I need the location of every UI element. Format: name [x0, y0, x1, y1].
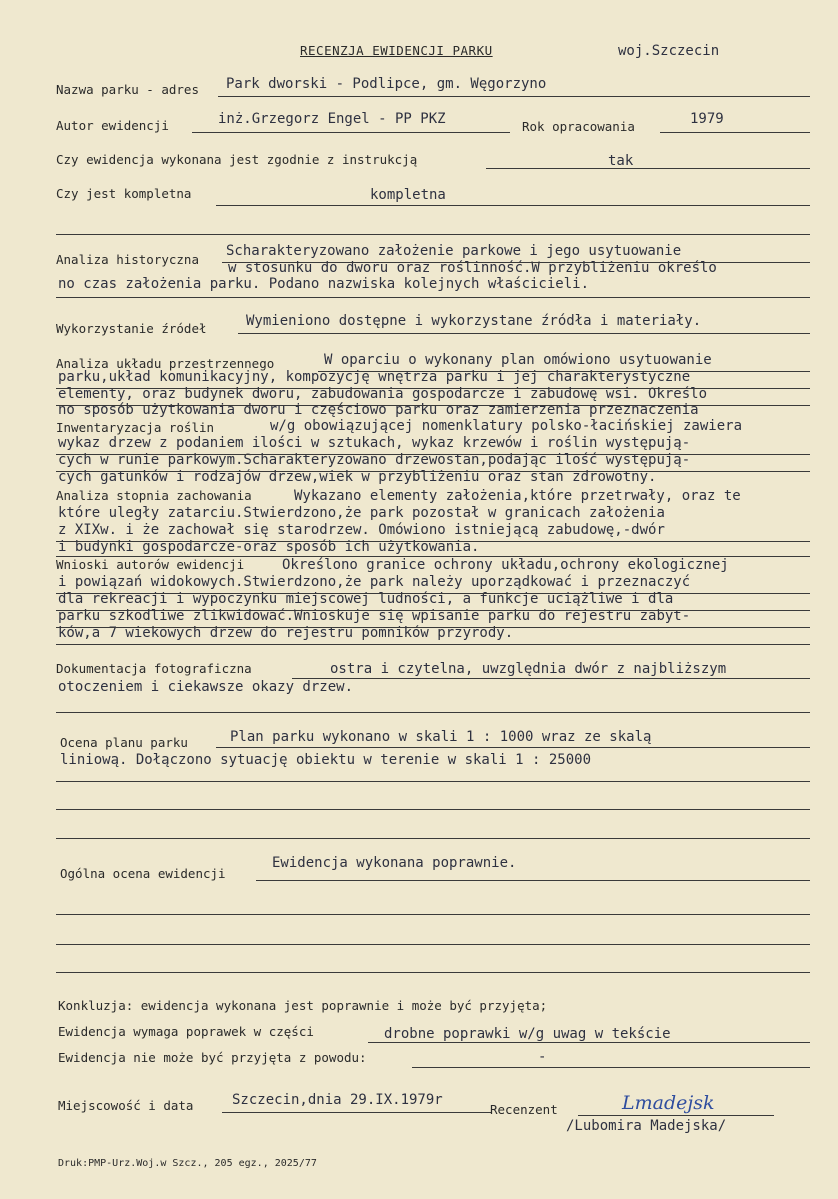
overall-label: Ogólna ocena ewidencji [60, 866, 226, 881]
author-underline [192, 132, 510, 133]
conclusion-line-3-label: Ewidencja nie może być przyjęta z powodu: [58, 1050, 367, 1065]
conclusions-line-5: ków,a 7 wiekowych drzew do rejestru pomników przyrody. [58, 625, 514, 641]
spatial-underline-3 [56, 405, 810, 406]
overall-value: Ewidencja wykonana poprawnie. [272, 855, 517, 871]
plan-line-2: liniową. Dołączono sytuację obiektu w terenie w skali 1 : 25000 [60, 752, 592, 768]
sources-label: Wykorzystanie źródeł [56, 321, 207, 336]
photo-label: Dokumentacja fotograficzna [56, 661, 252, 676]
conclusions-underline-1 [56, 593, 810, 594]
region-label: woj.Szczecin [618, 43, 720, 59]
photo-line-1: ostra i czytelna, uwzględnia dwór z najbliższym [330, 661, 727, 677]
blank-line-1 [56, 234, 810, 235]
reviewer-signature-underline [578, 1115, 774, 1116]
instruction-value: tak [608, 153, 634, 169]
conclusions-line-3: dla rekreacji i wypoczynku miejscowej ludności, a funkcje uciążliwe i dla [58, 591, 674, 607]
plants-underline-2 [56, 471, 810, 472]
plants-label: Inwentaryzacja roślin [56, 420, 215, 435]
conclusions-line-2: i powiązań widokowych.Stwierdzono,że park należy uporządkować i przeznaczyć [58, 574, 691, 590]
conclusions-line-1: Określono granice ochrony układu,ochrony ekologicznej [282, 557, 729, 573]
year-underline [660, 132, 810, 133]
place-date-value: Szczecin,dnia 29.IX.1979r [232, 1092, 443, 1108]
place-date-underline [222, 1112, 492, 1113]
reviewer-name: /Lubomira Madejska/ [566, 1118, 727, 1134]
plan-underline-4 [56, 838, 810, 839]
spatial-underline-1 [318, 371, 810, 372]
park-name-label: Nazwa parku - adres [56, 82, 199, 97]
conclusion-line-1: Konkluzja: ewidencja wykonana jest poprawnie i może być przyjęta; [58, 998, 548, 1013]
reviewer-label: Recenzent [490, 1102, 558, 1117]
overall-underline-4 [56, 972, 810, 973]
plants-underline-1 [56, 454, 810, 455]
overall-underline-3 [56, 944, 810, 945]
overall-underline-2 [56, 914, 810, 915]
author-value: inż.Grzegorz Engel - PP PKZ [218, 111, 446, 127]
photo-underline-1 [292, 678, 810, 679]
preservation-line-1: Wykazano elementy założenia,które przetrwały, oraz te [294, 488, 741, 504]
overall-underline-1 [256, 880, 810, 881]
place-date-label: Miejscowość i data [58, 1098, 194, 1113]
conclusions-line-4: parku szkodliwe zlikwidować.Wnioskuje się wpisanie parku do rejestru zabyt- [58, 608, 691, 624]
historical-line-1: Scharakteryzowano założenie parkowe i jego usytuowanie [226, 243, 682, 259]
plants-line-2: wykaz drzew z podaniem ilości w sztukach, wykaz krzewów i roślin występują- [58, 435, 691, 451]
historical-underline-1 [222, 262, 810, 263]
preservation-line-2: które uległy zatarciu.Stwierdzono,że park pozostał w granicach założenia [58, 505, 665, 521]
author-label: Autor ewidencji [56, 118, 169, 133]
conclusion-line-2-value: drobne poprawki w/g uwag w tekście [384, 1026, 671, 1042]
conclusion-line-2-underline [368, 1042, 810, 1043]
spatial-line-3: elementy, oraz budynek dworu, zabudowania gospodarcze i zabudowę wsi. Określo [58, 386, 708, 402]
plants-line-4: cych gatunków i rodzajów drzew,wiek w przybliżeniu oraz stan zdrowotny. [58, 469, 657, 485]
sources-value: Wymieniono dostępne i wykorzystane źródła i materiały. [246, 313, 702, 329]
reviewer-signature: Lmadejsk [622, 1092, 715, 1114]
plan-underline-1 [216, 747, 810, 748]
spatial-line-2: parku,układ komunikacyjny, kompozycję wnętrza parku i jej charakterystyczne [58, 369, 691, 385]
plan-line-1: Plan parku wykonano w skali 1 : 1000 wraz ze skalą [230, 729, 652, 745]
park-name-underline [218, 96, 810, 97]
year-label: Rok opracowania [522, 119, 635, 134]
spatial-line-4: no sposób użytkowania dworu i częściowo parku oraz zamierzenia przeznaczenia [58, 402, 699, 418]
historical-line-3: no czas założenia parku. Podano nazwiska kolejnych właścicieli. [58, 276, 590, 292]
preservation-underline-1 [56, 541, 810, 542]
conclusions-underline-4 [56, 644, 810, 645]
conclusion-line-3-underline [412, 1067, 810, 1068]
conclusion-line-2-label: Ewidencja wymaga poprawek w części [58, 1024, 314, 1039]
plan-underline-2 [56, 781, 810, 782]
conclusion-line-3-value: - [538, 1049, 547, 1065]
preservation-line-3: z XIXw. i że zachował się starodrzew. Omówiono istniejącą zabudowę,-dwór [58, 522, 665, 538]
preservation-label: Analiza stopnia zachowania [56, 488, 252, 503]
conclusions-label: Wnioski autorów ewidencji [56, 557, 245, 572]
plan-underline-3 [56, 809, 810, 810]
plan-label: Ocena planu parku [60, 735, 188, 750]
complete-underline [216, 205, 810, 206]
spatial-label: Analiza układu przestrzennego [56, 356, 275, 371]
spatial-line-1: W oparciu o wykonany plan omówiono usytuowanie [324, 352, 712, 368]
photo-underline-2 [56, 712, 810, 713]
conclusions-underline-3 [56, 627, 810, 628]
conclusions-underline-2 [56, 610, 810, 611]
historical-line-2: w stosunku do dworu oraz roślinność.W przybliżeniu określo [228, 260, 717, 276]
spatial-underline-2 [56, 388, 810, 389]
park-name-value: Park dworski - Podlipce, gm. Węgorzyno [226, 76, 547, 92]
instruction-label: Czy ewidencja wykonana jest zgodnie z instrukcją [56, 152, 418, 167]
document-title: RECENZJA EWIDENCJI PARKU [300, 43, 493, 58]
sources-underline [238, 333, 810, 334]
plants-line-1: w/g obowiązującej nomenklatury polsko-łacińskiej zawiera [270, 418, 743, 434]
complete-value: kompletna [370, 187, 446, 203]
print-info: Druk:PMP-Urz.Woj.w Szcz., 205 egz., 2025/77 [58, 1158, 317, 1169]
photo-line-2: otoczeniem i ciekawsze okazy drzew. [58, 679, 354, 695]
preservation-line-4: i budynki gospodarcze-oraz sposób ich użytkowania. [58, 539, 480, 555]
historical-underline-2 [56, 297, 810, 298]
year-value: 1979 [690, 111, 724, 127]
plants-line-3: cych w runie parkowym.Scharakteryzowano drzewostan,podając ilość występują- [58, 452, 691, 468]
instruction-underline [486, 168, 810, 169]
historical-label: Analiza historyczna [56, 252, 199, 267]
complete-label: Czy jest kompletna [56, 186, 192, 201]
